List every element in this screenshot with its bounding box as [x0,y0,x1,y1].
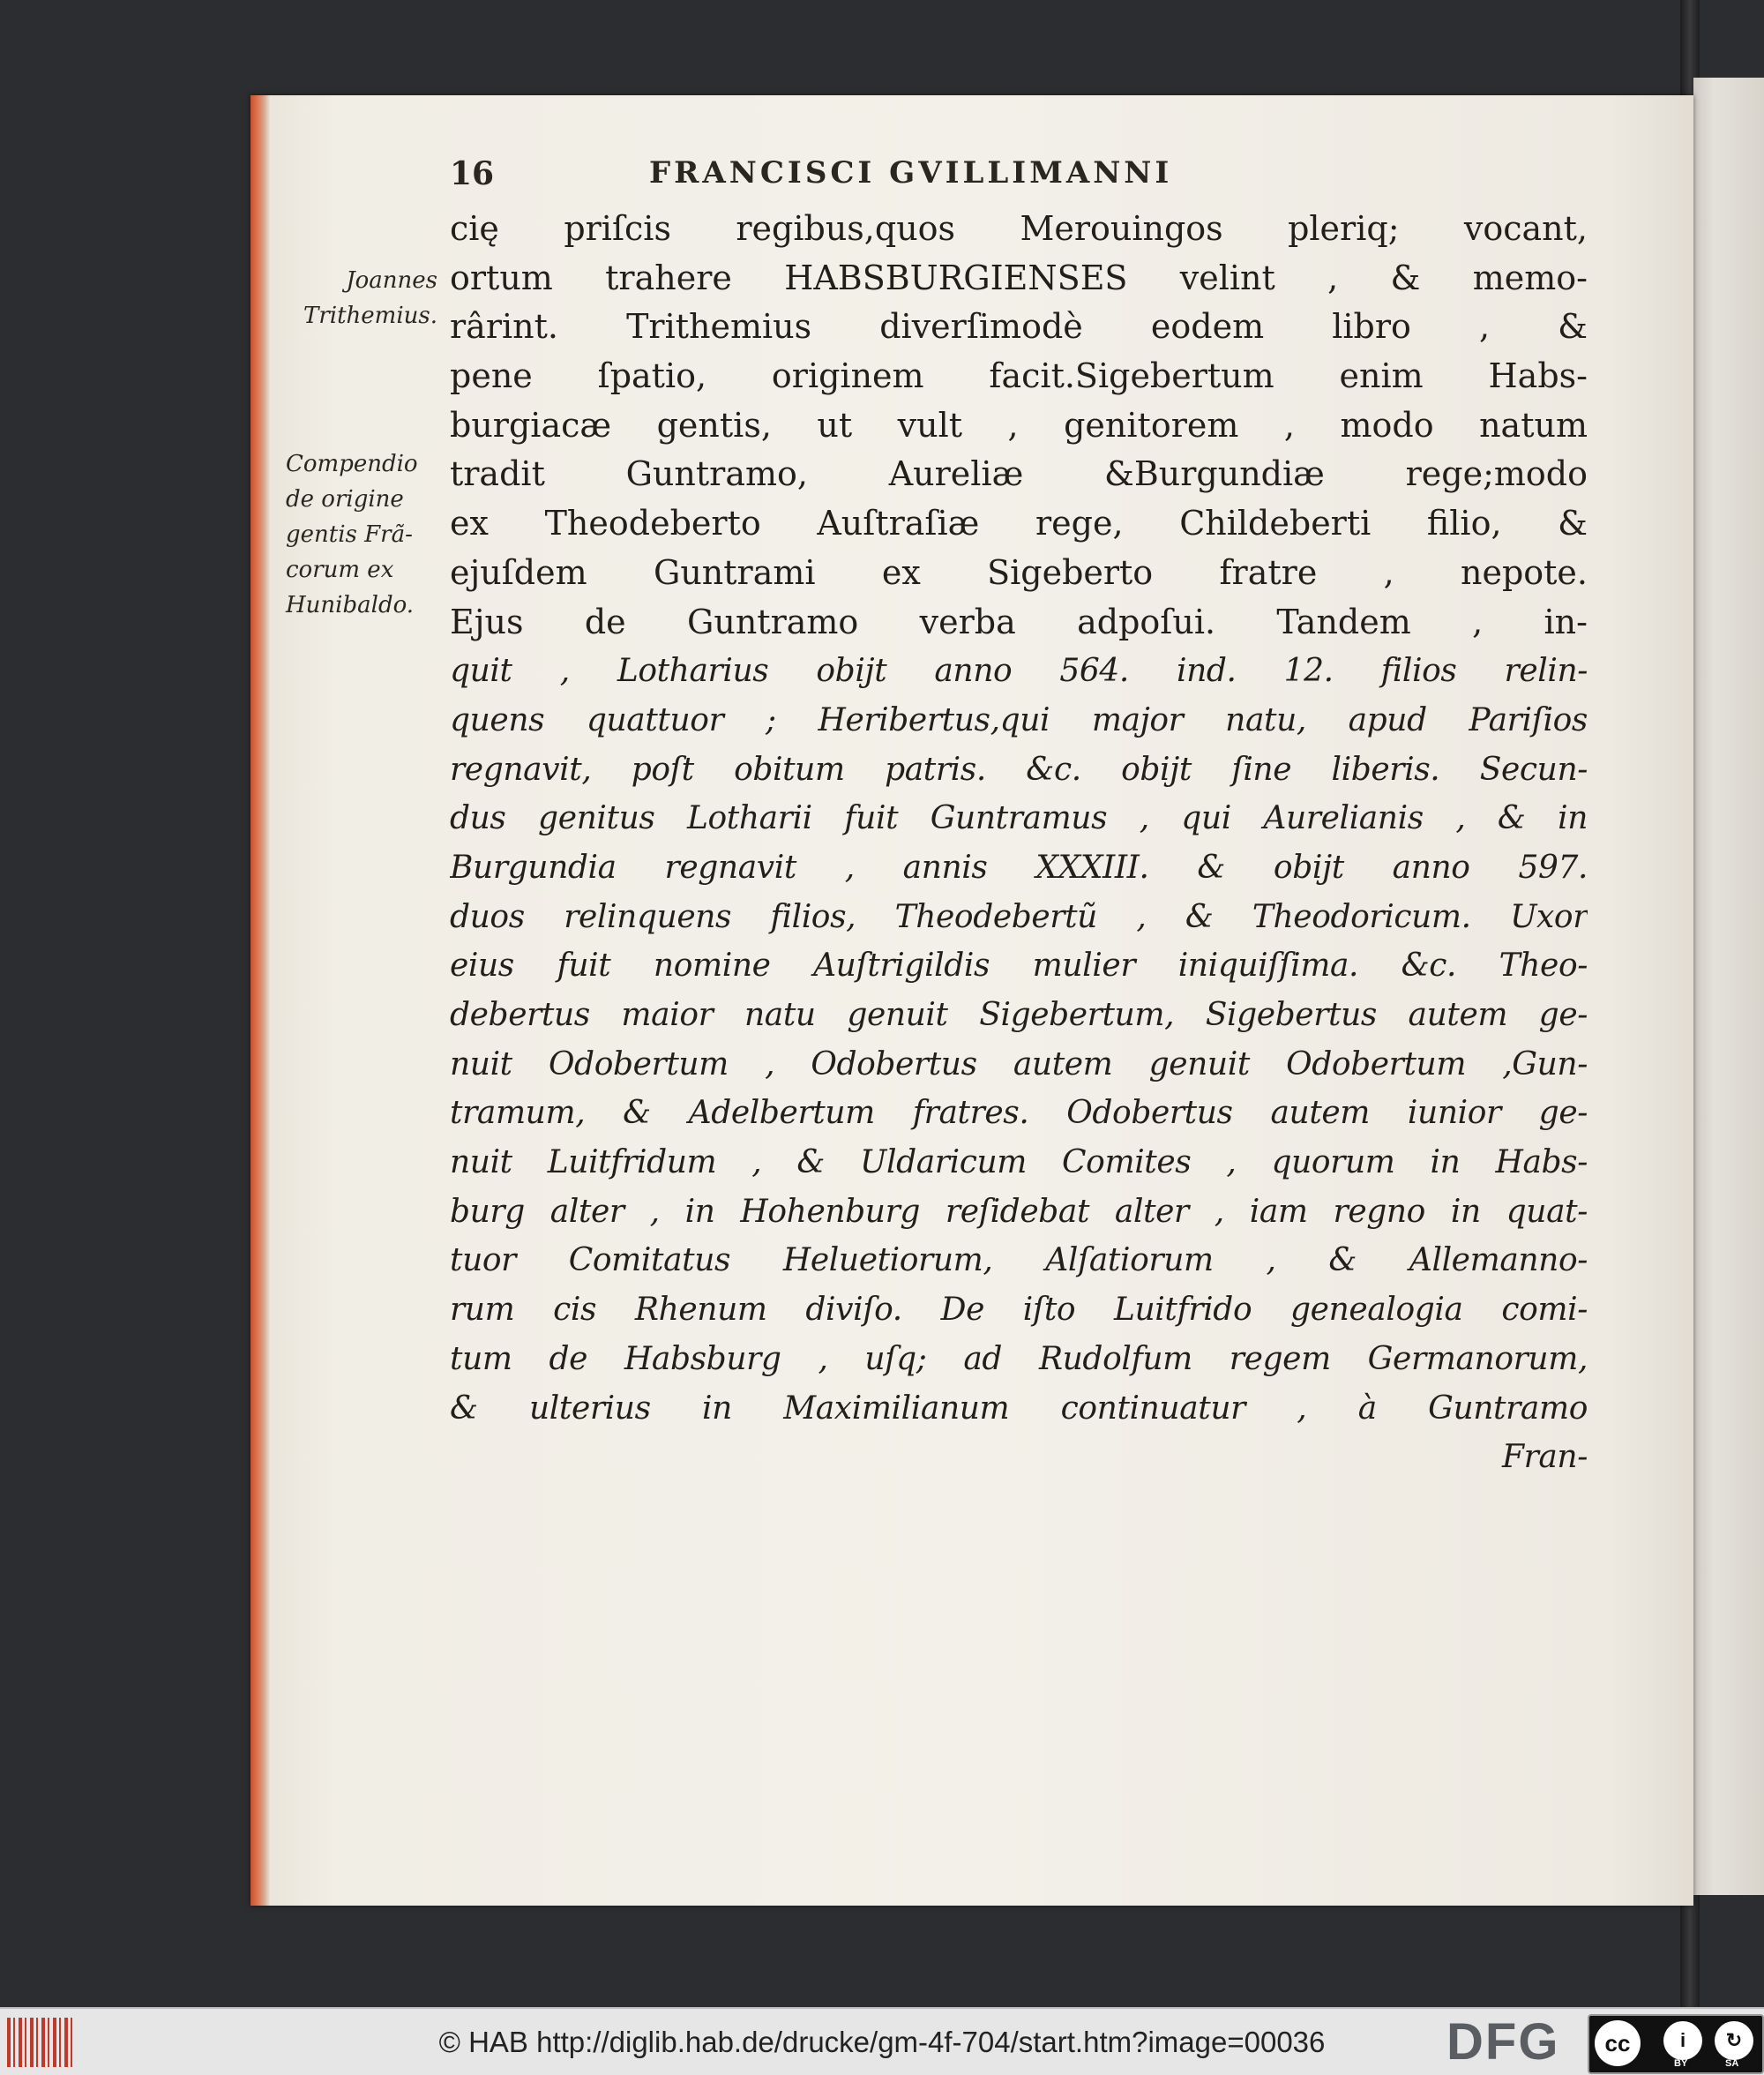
text-line: Ejus de Guntramo verba adpoſui. Tandem , in- [450,602,1588,641]
cc-icon: cc [1595,2020,1641,2066]
running-head: FRANCISCI GVILLIMANNI [649,155,1173,191]
text-line: & ulterius in Maximilianum continuatur , à Guntramo [450,1390,1588,1427]
text-line: eius fuit nomine Auſtrigildis mulier iniquiſſima. &c. Theo- [450,948,1588,985]
catchword: Fran- [1501,1439,1588,1476]
text-line: duos relinquens filios, Theodebertũ , & Theodoricum. Uxor [450,898,1588,935]
text-line: cię priſcis regibus,quos Merouingos pleriq; vocant, [450,209,1588,248]
text-line: nuit Odobertum , Odobertus autem genuit Odobertum ,Gun- [450,1045,1588,1082]
text-line: rum cis Rhenum diviſo. De iſto Luitfrido genealogia comi- [450,1292,1588,1329]
text-line: tum de Habsburg , uſq; ad Rudolfum regem Germanorum, [450,1340,1588,1377]
text-line: tramum, & Adelbertum fratres. Odobertus autem iunior ge- [450,1095,1588,1132]
margin-note-line: Hunibaldo. [286,592,415,618]
license-sa-label: SA [1725,2058,1739,2069]
cc-license-badge[interactable] [1588,2014,1764,2074]
text-line: nuit Luitfridum , & Uldaricum Comites , quorum in Habs- [450,1144,1588,1181]
text-line: burg alter , in Hohenburg reſidebat alter , iam regno in quat- [450,1193,1588,1230]
margin-note-line: Joannes [346,267,437,294]
text-line: quens quattuor ; Heribertus,qui major natu, apud Pariſios [450,701,1588,738]
body-text [450,205,1588,1482]
text-line: ortum trahere HABSBURGIENSES velint , & memo- [450,258,1588,297]
margin-note-trithemius [279,263,437,333]
text-line: quit , Lotharius obijt anno 564. ind. 12. filios relin- [450,653,1588,690]
license-by-label: BY [1674,2058,1688,2069]
text-line: regnavit, poſt obitum patris. &c. obijt ſine liberis. Secun- [450,751,1588,788]
text-line: dus genitus Lotharii fuit Guntramus , qui Aurelianis , & in [450,800,1588,837]
margin-note-line: corum ex [286,557,394,583]
text-line: tradit Guntramo, Aureliæ &Burgundiæ rege;modo [450,454,1588,494]
adjacent-page-edge [1693,78,1764,1895]
margin-note-compendio [286,446,445,623]
text-line: burgiacæ gentis, ut vult , genitorem , modo natum [450,405,1588,445]
text-line: Burgundia regnavit , annis XXXIII. & obijt anno 597. [450,849,1588,886]
dfg-logo: DFG [1446,2013,1560,2071]
text-line: ejuſdem Guntrami ex Sigeberto fratre , nepote. [450,552,1588,592]
margin-note-line: de origine [286,486,404,513]
text-line: pene ſpatio, originem facit.Sigebertum enim Habs- [450,356,1588,396]
text-line: tuor Comitatus Heluetiorum, Alſatiorum , & Allemanno- [450,1242,1588,1279]
viewer-footer [0,2007,1764,2075]
text-line: rârint. Trithemius diverſimodè eodem libro , & [450,307,1588,347]
attribution-icon: i [1663,2021,1702,2060]
text-line: ex Theodeberto Auſtraſiæ rege, Childeberti filio, & [450,504,1588,543]
page-number: 16 [450,155,495,192]
page-header [450,155,1579,208]
margin-note-line: Trithemius. [303,303,437,329]
share-alike-icon: ↻ [1715,2021,1753,2060]
red-page-edge [250,95,270,1906]
citation-link[interactable]: © HAB http://diglib.hab.de/drucke/gm-4f-704/start.htm?image=00036 [438,2026,1326,2058]
margin-note-line: gentis Frã- [286,521,413,548]
margin-note-line: Compendio [286,451,418,477]
text-line: debertus maior natu genuit Sigebertum, Sigebertus autem ge- [450,997,1588,1033]
